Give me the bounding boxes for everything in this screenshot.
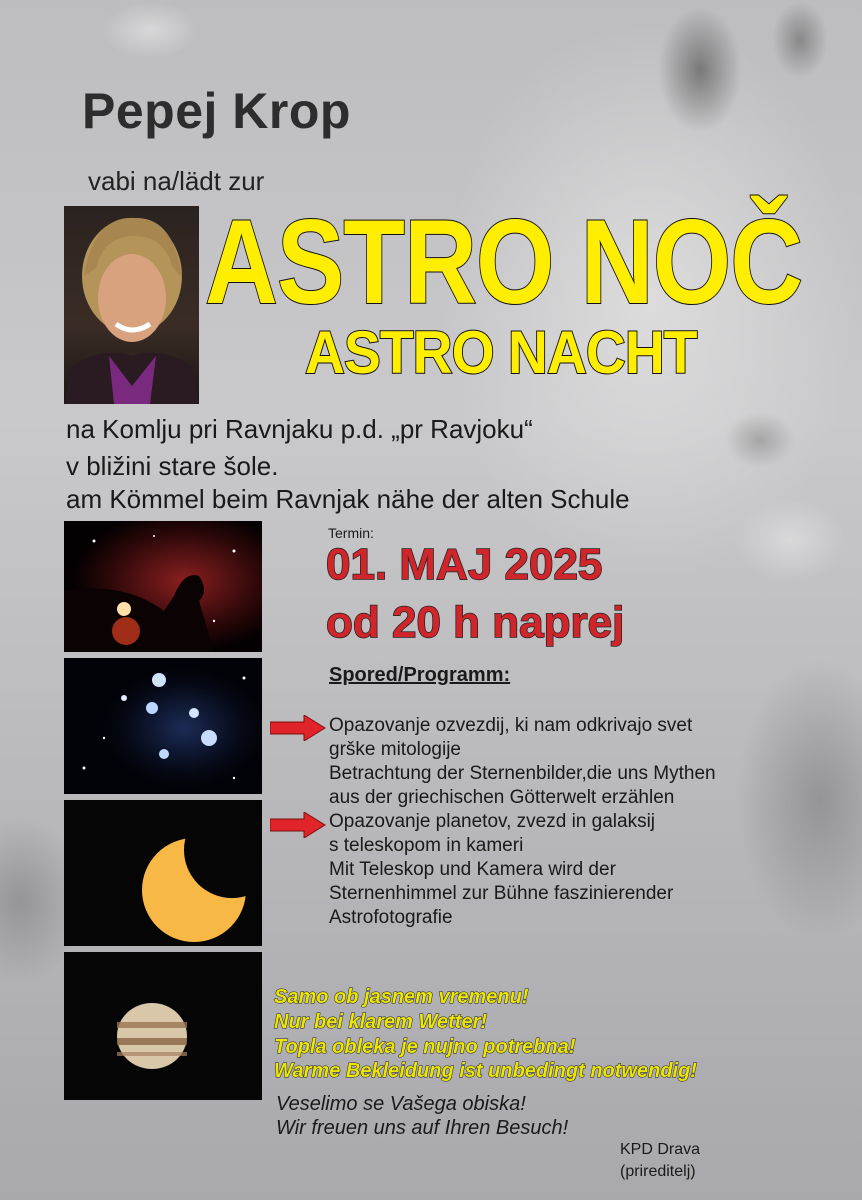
host-portrait-photo [64, 206, 199, 404]
program-item-1-line: Betrachtung der Sternenbilder,die uns Mythen [329, 763, 716, 784]
invite-line: vabi na/lädt zur [88, 166, 265, 196]
event-title-german: ASTRO NACHT [305, 319, 697, 386]
event-time: od 20 h naprej [326, 598, 625, 647]
thanks-line: Wir freuen uns auf Ihren Besuch! [276, 1117, 569, 1139]
clothing-note: Topla obleka je nujno potrebna! [274, 1036, 576, 1058]
clothing-note: Warme Bekleidung ist unbedingt notwendig! [274, 1060, 697, 1082]
program-item-1-line: grške mitologije [329, 739, 461, 760]
location-line-2: v bližini stare šole. [66, 451, 279, 481]
organizer-role: (prireditelj) [620, 1163, 696, 1180]
date-label: Termin: [328, 525, 374, 541]
solar-eclipse-photo [64, 800, 262, 946]
arrow-right-icon [270, 715, 326, 741]
event-date: 01. MAJ 2025 [326, 540, 603, 589]
thanks-line: Veselimo se Vašega obiska! [276, 1093, 526, 1115]
program-item-2-line: Opazovanje planetov, zvezd in galaksij [329, 811, 656, 832]
program-item-1-line: Opazovanje ozvezdij, ki nam odkrivajo svet [329, 715, 693, 736]
location-line-3: am Kömmel beim Ravnjak nähe der alten Schule [66, 484, 630, 514]
program-item-2-line: Sternenhimmel zur Bühne faszinierender [329, 883, 674, 904]
horsehead-nebula-photo [64, 521, 262, 652]
program-item-1-line: aus der griechischen Götterwelt erzählen [329, 787, 675, 808]
weather-note: Nur bei klarem Wetter! [274, 1011, 488, 1033]
program-item-2-line: Astrofotografie [329, 907, 453, 928]
pleiades-cluster-photo [64, 658, 262, 794]
organizer-name: KPD Drava [620, 1141, 701, 1158]
program-item-2-line: Mit Teleskop und Kamera wird der [329, 859, 616, 880]
event-title-slovene: ASTRO NOČ [205, 195, 803, 329]
location-line-1: na Komlju pri Ravnjaku p.d. „pr Ravjoku“ [66, 414, 533, 444]
jupiter-photo [64, 952, 262, 1100]
program-item-1 [329, 714, 716, 810]
host-name: Pepej Krop [82, 83, 351, 139]
weather-note: Samo ob jasnem vremenu! [274, 986, 529, 1008]
program-item-2-line: s teleskopom in kameri [329, 835, 524, 856]
program-item-2 [329, 810, 673, 930]
arrow-right-icon [270, 812, 326, 838]
program-heading: Spored/Programm: [329, 664, 511, 686]
